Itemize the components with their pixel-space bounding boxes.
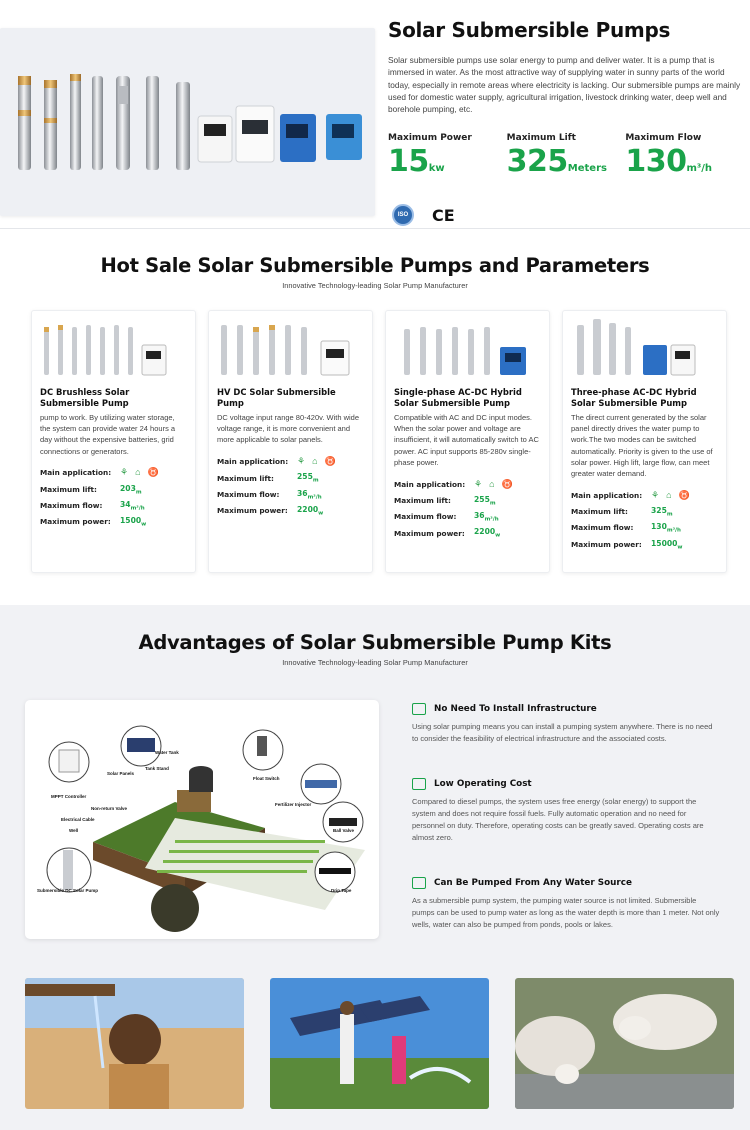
- param-label: Maximum lift:: [217, 473, 274, 483]
- diagram-label: Water Tank: [155, 750, 179, 755]
- param-value: $130_{m^3/h}$: [651, 522, 681, 534]
- param-value: $325_m$: [651, 505, 673, 518]
- card-params: [217, 454, 364, 519]
- solar-panel-icon: [121, 726, 161, 766]
- diagram-label: Electrical Cable: [61, 817, 95, 822]
- livestock-icon: ♉: [324, 456, 336, 467]
- diagram-label: Fertilizer Injector: [275, 802, 312, 807]
- diagram-label: Tank Stand: [145, 766, 169, 771]
- stat-label: Maximum Flow: [625, 133, 702, 144]
- water-source-icon: [412, 877, 426, 889]
- param-value: $255_m$: [297, 472, 319, 484]
- card-params: [394, 476, 541, 541]
- param-value: $255_m$: [474, 494, 496, 507]
- pump-icon: [18, 74, 190, 170]
- param-label: Main application:: [217, 457, 289, 467]
- param-value: $2200_w$: [297, 504, 324, 517]
- card-description: Compatible with AC and DC input modes. When the solar power and voltage are insufficient, it will automatically switch to AC power. AC input supports 85-280v single-phase power.: [394, 413, 539, 467]
- stat-label: Maximum Power: [388, 133, 472, 144]
- stat-value: 130m³/h: [625, 144, 713, 180]
- cost-icon: [412, 778, 426, 790]
- param-label: Main application:: [571, 490, 643, 500]
- ball-valve-icon: [323, 802, 363, 842]
- param-label: Maximum power:: [40, 517, 111, 527]
- diagram-label: Submersible DC Solar Pump: [37, 888, 99, 893]
- advantages-section: [0, 605, 750, 1130]
- stat-value: 15kw: [388, 144, 445, 180]
- photo-farmers-solar: [270, 978, 489, 1109]
- iso-badge-icon: ISO: [392, 204, 414, 226]
- product-card[interactable]: [385, 310, 550, 573]
- advantage-title: No Need To Install Infrastructure: [434, 704, 597, 714]
- irrigation-icon: ⚘: [474, 478, 483, 489]
- system-diagram: [25, 700, 379, 939]
- application-icons: [651, 490, 690, 501]
- pump-icon: [47, 848, 91, 892]
- diagram-label: Well: [69, 828, 79, 833]
- advantage-item: [412, 776, 720, 844]
- param-label: Maximum power:: [394, 528, 465, 538]
- stat-label: Maximum Lift: [506, 133, 576, 144]
- product-lineup-image: [0, 28, 375, 216]
- param-value: $36_{m^3/h}$: [474, 511, 499, 523]
- infrastructure-icon: [412, 703, 426, 715]
- param-value: $34_{m^3/h}$: [120, 499, 145, 512]
- advantage-text: Compared to diesel pumps, the system uses free energy (solar energy) to support the system and does not require fossil fuels. Fully automatic operation and no need for personnel on duty. Therefore, operating costs can be greatly saved. Operating costs are almost zero.: [412, 797, 704, 842]
- card-params: [40, 465, 187, 530]
- application-icons: [120, 467, 159, 478]
- card-params: [571, 487, 718, 552]
- home-icon: ⌂: [135, 467, 141, 478]
- diagram-label: Ball Valve: [333, 828, 355, 833]
- diagram-label: Drip Tape: [331, 888, 352, 893]
- product-image: [217, 319, 364, 381]
- home-icon: ⌂: [489, 478, 495, 489]
- card-description: DC voltage input range 80-420v. With wide voltage range, it is more convenient and more applicable to solar panels.: [217, 413, 360, 445]
- card-title: DC Brushless Solar Submersible Pump: [40, 387, 130, 408]
- section-title: Hot Sale Solar Submersible Pumps and Parameters: [100, 254, 650, 277]
- advantage-title: Low Operating Cost: [434, 779, 532, 789]
- fertilizer-icon: [301, 764, 341, 804]
- stat-value: 325Meters: [506, 144, 607, 180]
- product-image: [394, 319, 541, 381]
- card-title: Single-phase AC-DC Hybrid Solar Submersible Pump: [394, 387, 522, 408]
- product-cards: [31, 310, 750, 573]
- param-value: $15000_w$: [651, 538, 683, 551]
- livestock-icon: ♉: [678, 489, 690, 500]
- livestock-icon: ♉: [147, 467, 159, 478]
- param-value: $2200_w$: [474, 527, 501, 539]
- param-value: $1500_w$: [120, 516, 147, 528]
- product-card[interactable]: [208, 310, 373, 573]
- param-label: Maximum power:: [571, 539, 642, 549]
- card-title: Three-phase AC-DC Hybrid Solar Submersible Pump: [571, 387, 697, 408]
- stat-max-flow: [625, 133, 744, 184]
- section-subtitle: Innovative Technology-leading Solar Pump Manufacturer: [282, 281, 468, 290]
- irrigation-icon: ⚘: [120, 467, 129, 478]
- diagram-label: MPPT Controller: [51, 794, 87, 799]
- photo-sheep-drinking: [515, 978, 734, 1109]
- card-description: The direct current generated by the solar panel directly drives the water pump to work.The two modes can be switched automatically. Priority is given to the use of solar power. High lift, large flow, can meet greater water demand.: [571, 413, 713, 479]
- param-value: $36_{m^3/h}$: [297, 488, 322, 501]
- photo-child-drinking: [25, 978, 244, 1109]
- section-subtitle: Innovative Technology-leading Solar Pump Manufacturer: [282, 658, 468, 667]
- advantage-title: Can Be Pumped From Any Water Source: [434, 878, 632, 888]
- section-title: Advantages of Solar Submersible Pump Kits: [138, 631, 612, 654]
- param-label: Main application:: [40, 468, 112, 478]
- irrigation-icon: ⚘: [297, 456, 306, 467]
- advantage-text: As a submersible pump system, the pumping water source is not limited. Submersible pumps can be used to pump water as long as the water depth is more than 1 meter. Not only wells, water can also be pumped from ponds, pools or lakes.: [412, 896, 720, 929]
- controller-icon: [198, 106, 362, 162]
- advantages-list: [412, 701, 720, 962]
- controller-icon: [49, 742, 89, 782]
- diagram-label: Non-return Valve: [91, 806, 128, 811]
- livestock-icon: ♉: [501, 478, 513, 489]
- diagram-label: Float Switch: [253, 776, 280, 781]
- stat-max-lift: [507, 133, 626, 184]
- param-value: $203_m$: [120, 483, 142, 496]
- hero-description: Solar submersible pumps use solar energy to pump and deliver water. It is a pump that is immersed in water. As the most attractive way of supplying water in sunny parts of the world today, especially in remote areas where electricity is lacking. Our submersible pumps are mainly used for domestic water supply, agricultural irrigation, livestock drinking water, deep well and borehole pumping, etc.: [388, 55, 741, 115]
- param-label: Maximum flow:: [40, 501, 103, 511]
- param-label: Maximum flow:: [217, 489, 280, 499]
- advantage-text: Using solar pumping means you can install a pumping system anywhere. There is no need to consider the feasibility of electrical infrastructure and the associated costs.: [412, 722, 713, 743]
- advantage-item: [412, 875, 720, 931]
- param-label: Maximum lift:: [571, 507, 628, 517]
- param-label: Maximum flow:: [394, 512, 457, 522]
- card-description: pump to work. By utilizing water storage, the system can provide water 24 hours a day without the expensive batteries, grid connections or generators.: [40, 413, 176, 456]
- irrigation-icon: ⚘: [651, 489, 660, 500]
- ce-mark-icon: CE: [432, 205, 455, 225]
- param-label: Maximum flow:: [571, 523, 634, 533]
- param-label: Main application:: [394, 479, 466, 489]
- application-icons: [474, 479, 513, 490]
- param-label: Maximum lift:: [394, 495, 451, 505]
- product-image: [571, 319, 718, 381]
- card-title: HV DC Solar Submersible Pump: [217, 387, 336, 408]
- home-icon: ⌂: [312, 456, 318, 467]
- product-image: [40, 319, 187, 381]
- stats-row: [388, 133, 744, 184]
- diagram-label: Solar Panels: [107, 771, 135, 776]
- photo-row: [25, 978, 734, 1109]
- advantage-item: [412, 701, 720, 745]
- hero-text: [388, 18, 744, 226]
- hot-sale-section: [0, 229, 750, 605]
- home-icon: ⌂: [666, 489, 672, 500]
- product-card[interactable]: [31, 310, 196, 573]
- param-label: Maximum lift:: [40, 484, 97, 494]
- application-icons: [297, 456, 336, 467]
- soil-icon: [151, 884, 199, 932]
- product-card[interactable]: [562, 310, 727, 573]
- param-label: Maximum power:: [217, 506, 288, 516]
- page-title: Solar Submersible Pumps: [388, 18, 671, 42]
- hero-section: [0, 0, 750, 228]
- drip-tape-icon: [315, 852, 355, 892]
- float-switch-icon: [243, 730, 283, 770]
- certifications: [392, 204, 744, 226]
- stat-max-power: [388, 133, 507, 184]
